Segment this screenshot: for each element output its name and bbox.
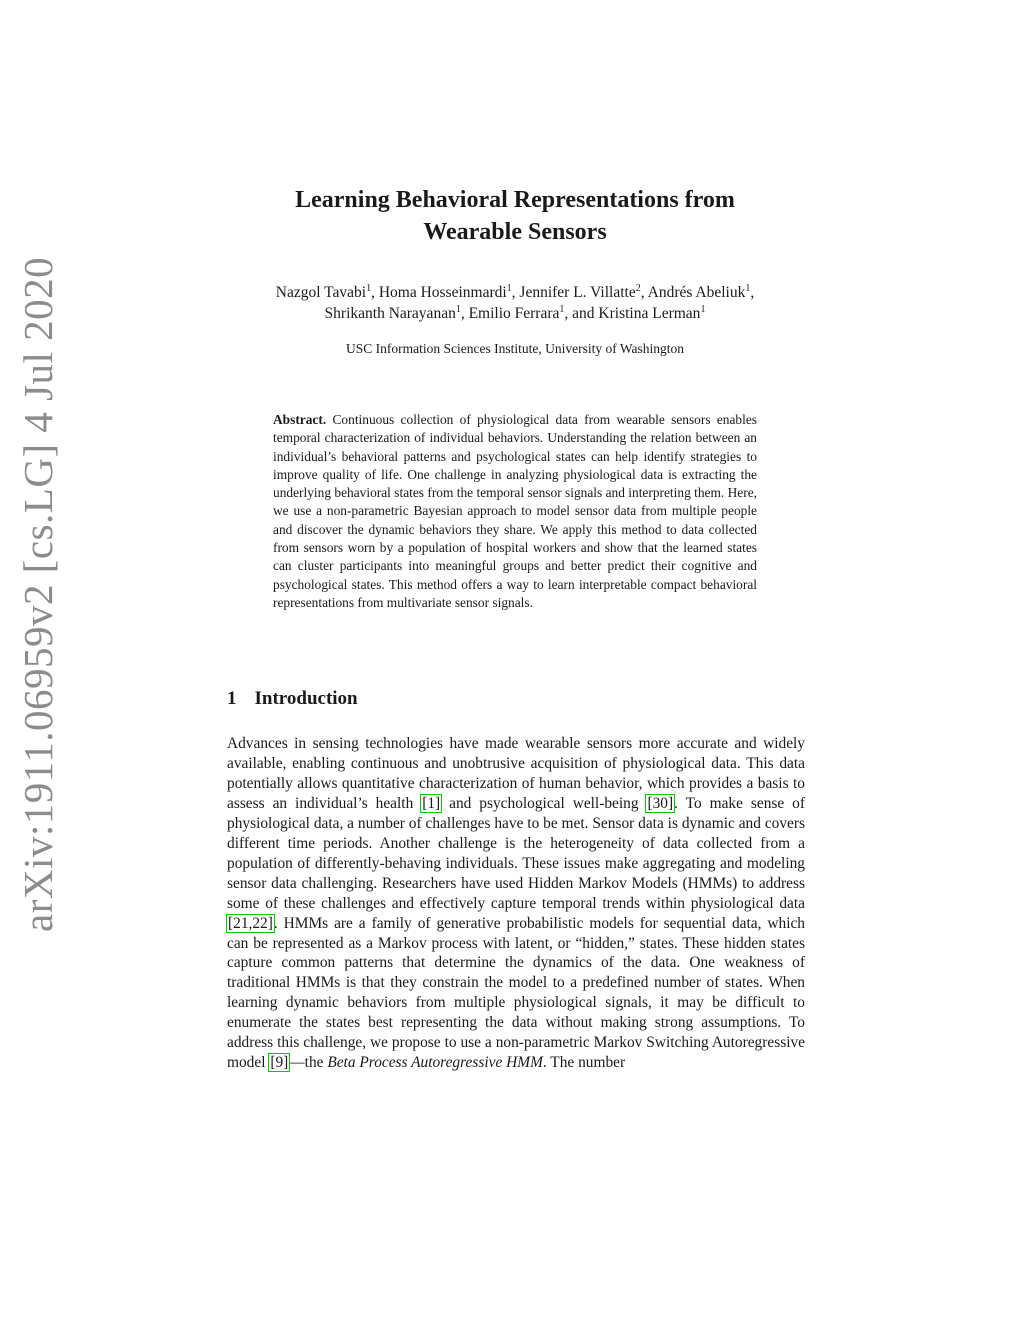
affiliation: USC Information Sciences Institute, University of Washington <box>346 341 684 356</box>
author-affiliation-mark: 1 <box>455 303 461 315</box>
intro-text: Advances in sensing technologies have made wearable sensors more accurate and widely available, enabling continuous and unobtrusive acquisition of physiological data. This data potentially allows quantitative characterization of human behavior, which provides a basis to assess an individual’s health <box>227 735 805 812</box>
citation-link[interactable]: [30] <box>647 794 674 812</box>
author-name: Nazgol Tavabi <box>275 284 367 301</box>
author-name: Emilio Ferrara <box>468 305 560 322</box>
title-line-1: Learning Behavioral Representations from <box>295 187 735 213</box>
author-affiliation-mark: 1 <box>506 282 512 294</box>
author-name: Jennifer L. Villatte <box>519 284 636 301</box>
intro-text: . The number <box>542 1054 626 1072</box>
citation-link[interactable]: [1] <box>422 794 441 812</box>
author-separator: , <box>460 305 469 322</box>
abstract-text: Continuous collection of physiological data from wearable sensors enables temporal characterization of individual behaviors. Understanding the relation between an individual’s behavioral patterns and psychological states can help identify strategies to improve quality of life. One challenge in analyzing physiological data is extracting the underlying behavioral states from the temporal sensor signals and interpreting them. Here, we use a non-parametric Bayesian approach to model sensor data from multiple people and discover the dynamic behaviors they share. We apply this method to data collected from sensors worn by a population of hospital workers and show that the learned states can cluster participants into meaningful groups and better predict their cognitive and psychological states. This method offers a way to learn interpretable compact behavioral representations from multivariate sensor signals. <box>273 412 757 610</box>
abstract <box>273 411 757 612</box>
author-name: Andrés Abeliuk <box>647 284 746 301</box>
author-separator: , <box>640 284 648 301</box>
author-line-1 <box>200 282 830 303</box>
title-line-2: Wearable Sensors <box>423 219 607 245</box>
author-list <box>200 282 830 324</box>
section-heading <box>227 687 358 711</box>
citation-link[interactable]: [21,22] <box>228 914 273 932</box>
arxiv-identifier-stamp: arXiv:1911.06959v2 [cs.LG] 4 Jul 2020 <box>15 256 61 932</box>
intro-text: . HMMs are a family of generative probabilistic models for sequential data, which can be represented as a Markov process with latent, or “hidden,” states. These hidden states capture common patterns that determine the dynamics of the data. One weakness of traditional HMMs is that they constrain the model to a predefined number of states. When learning dynamic behaviors from multiple physiological signals, it may be difficult to enumerate the states best representing the data without making strong assumptions. To address this challenge, we propose to use a non-parametric Markov Switching Autoregressive model <box>227 914 805 1072</box>
abstract-label: Abstract. <box>273 412 327 427</box>
author-line-2 <box>200 303 830 324</box>
author-affiliation-mark: 1 <box>700 303 706 315</box>
intro-text: —the <box>289 1054 328 1072</box>
citation-link[interactable]: [9] <box>270 1054 289 1072</box>
author-affiliation-mark: 1 <box>366 282 372 294</box>
author-separator: , <box>750 284 755 301</box>
intro-text: . To make sense of physiological data, a number of challenges have to be met. Sensor data is dynamic and covers different time periods. Another challenge is the heterogeneity of data collected from a population of differently-behaving individuals. These issues make aggregating and modeling sensor data challenging. Researchers have used Hidden Markov Models (HMMs) to address some of these challenges and effectively capture temporal trends within physiological data <box>227 794 805 912</box>
section-number: 1 <box>227 688 237 709</box>
author-affiliation-mark: 1 <box>745 282 751 294</box>
author-separator: , <box>371 284 379 301</box>
intro-text: and psychological well-being <box>441 794 647 812</box>
model-name-emphasis: Beta Process Autoregressive HMM <box>327 1054 543 1072</box>
section-title: Introduction <box>254 688 358 709</box>
author-affiliation-mark: 1 <box>559 303 565 315</box>
paper-title <box>200 184 830 248</box>
introduction-paragraph <box>227 734 805 1073</box>
author-name: Shrikanth Narayanan <box>324 305 456 322</box>
author-separator: , and <box>564 305 599 322</box>
author-separator: , <box>511 284 520 301</box>
author-name: Homa Hosseinmardi <box>378 284 507 301</box>
author-affiliation-mark: 2 <box>635 282 641 294</box>
author-name: Kristina Lerman <box>598 305 701 322</box>
